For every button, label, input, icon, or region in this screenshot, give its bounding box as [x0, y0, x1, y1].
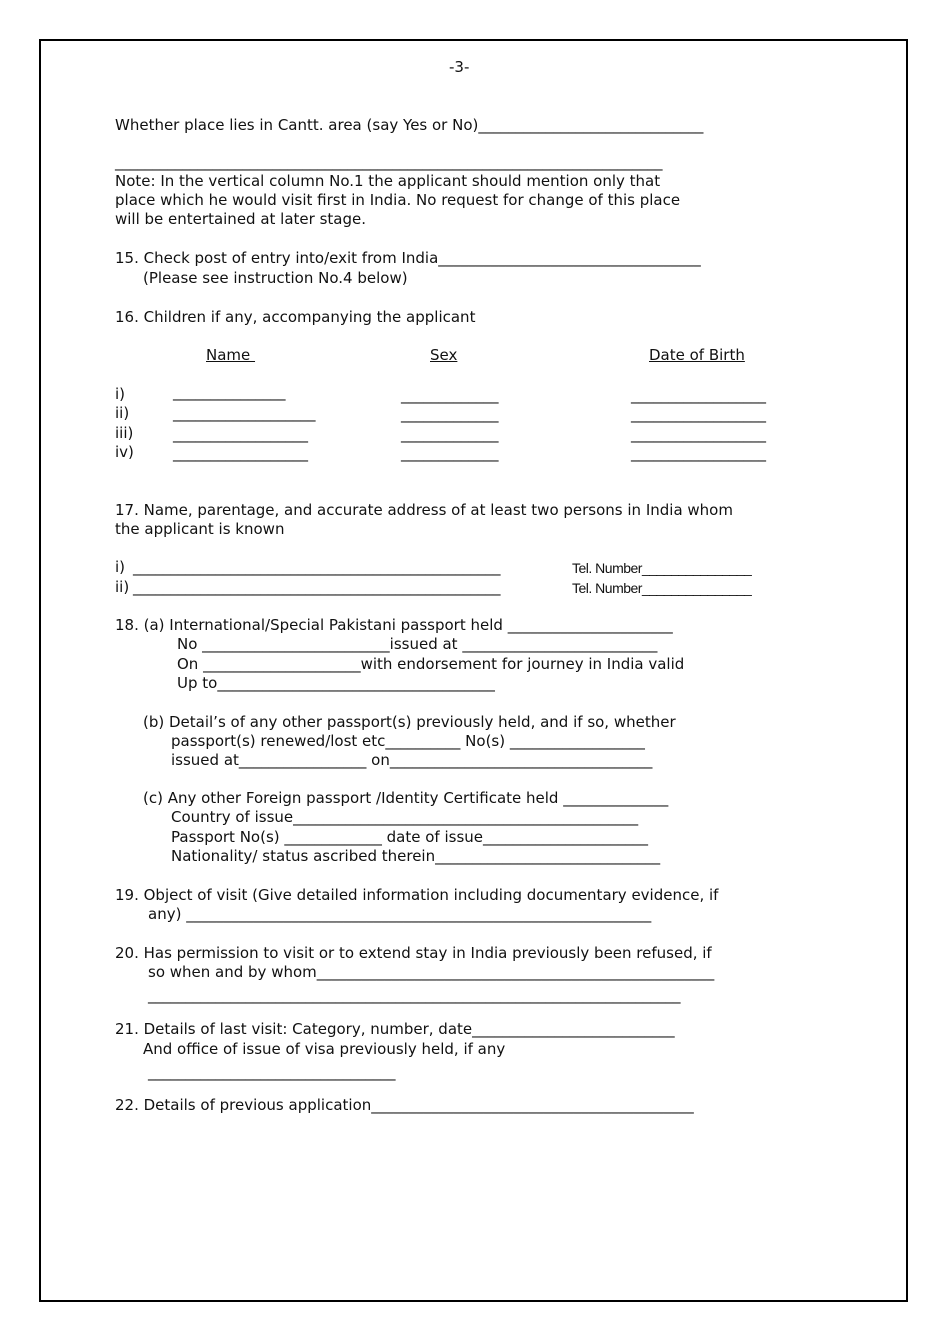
child-name-field[interactable]: __________________: [173, 444, 308, 462]
child-sex-field[interactable]: _____________: [401, 386, 499, 404]
children-header-dob: Date of Birth: [649, 346, 745, 364]
q19-title: 19. Object of visit (Give detailed information including documentary evidence, if: [115, 886, 719, 904]
cantt-question[interactable]: Whether place lies in Cantt. area (say Yes or No)______________________________: [115, 116, 704, 134]
q18a-valid-up-to[interactable]: Up to_____________________________________: [177, 674, 495, 692]
q15-instruction: (Please see instruction No.4 below): [143, 269, 408, 287]
q18b-title: (b) Detail’s of any other passport(s) previously held, and if so, whether: [143, 713, 676, 731]
q21-last-visit[interactable]: 21. Details of last visit: Category, number, date___________________________: [115, 1020, 675, 1038]
note-line: place which he would visit first in India. No request for change of this place: [115, 191, 681, 209]
child-sex-field[interactable]: _____________: [401, 444, 499, 462]
child-name-field[interactable]: ___________________: [173, 404, 316, 422]
reference-tel-field[interactable]: Tel. Number_______________: [572, 580, 752, 596]
child-name-field[interactable]: _______________: [173, 383, 286, 401]
q21-blank-line[interactable]: _________________________________: [148, 1063, 396, 1081]
q20-title: 20. Has permission to visit or to extend stay in India previously been refused, if: [115, 944, 712, 962]
child-row-label: iv): [115, 443, 134, 461]
q18c-foreign-passport[interactable]: (c) Any other Foreign passport /Identity Certificate held ______________: [143, 789, 669, 807]
child-dob-field[interactable]: __________________: [631, 425, 766, 443]
note-line: will be entertained at later stage.: [115, 210, 366, 228]
reference-person-label: i): [115, 558, 126, 576]
children-header-sex: Sex: [430, 346, 458, 364]
child-name-field[interactable]: __________________: [173, 425, 308, 443]
child-dob-field[interactable]: __________________: [631, 386, 766, 404]
note-line: Note: In the vertical column No.1 the applicant should mention only that: [115, 172, 661, 190]
q21-visa-office: And office of issue of visa previously held, if any: [143, 1040, 506, 1058]
child-row-label: iii): [115, 424, 134, 442]
reference-person-field[interactable]: _________________________________________________: [133, 558, 501, 576]
q19-object-field[interactable]: any) ______________________________________________________________: [148, 905, 652, 923]
q18c-nationality[interactable]: Nationality/ status ascribed therein______________________________: [171, 847, 661, 865]
child-row-label: i): [115, 385, 126, 403]
q17-title: the applicant is known: [115, 520, 285, 538]
q15-checkpost[interactable]: 15. Check post of entry into/exit from India___________________________________: [115, 249, 701, 267]
cantt-blank-line[interactable]: _________________________________________________________________________: [115, 153, 663, 171]
child-dob-field[interactable]: __________________: [631, 405, 766, 423]
q20-blank-line[interactable]: _______________________________________________________________________: [148, 986, 681, 1004]
child-dob-field[interactable]: __________________: [631, 444, 766, 462]
q18b-renewed-lost[interactable]: passport(s) renewed/lost etc__________ No(s) __________________: [171, 732, 645, 750]
child-sex-field[interactable]: _____________: [401, 425, 499, 443]
q18c-passport-numbers[interactable]: Passport No(s) _____________ date of issue______________________: [171, 828, 649, 846]
q18b-issued-at[interactable]: issued at_________________ on___________________________________: [171, 751, 653, 769]
q18a-passport-held[interactable]: 18. (a) International/Special Pakistani passport held ______________________: [115, 616, 673, 634]
q16-title: 16. Children if any, accompanying the applicant: [115, 308, 476, 326]
q17-title: 17. Name, parentage, and accurate address of at least two persons in India whom: [115, 501, 733, 519]
child-sex-field[interactable]: _____________: [401, 405, 499, 423]
q18a-passport-number[interactable]: No _________________________issued at __________________________: [177, 635, 658, 653]
page-number: -3-: [449, 58, 470, 76]
reference-person-field[interactable]: _________________________________________________: [133, 578, 501, 596]
q18c-country-of-issue[interactable]: Country of issue______________________________________________: [171, 808, 639, 826]
reference-person-label: ii): [115, 578, 130, 596]
q20-refusal-field[interactable]: so when and by whom_____________________________________________________: [148, 963, 715, 981]
children-header-name: Name: [206, 346, 256, 364]
reference-tel-field[interactable]: Tel. Number_______________: [572, 560, 752, 576]
child-row-label: ii): [115, 404, 130, 422]
q22-previous-application[interactable]: 22. Details of previous application___________________________________________: [115, 1096, 694, 1114]
q18a-passport-issue-date[interactable]: On _____________________with endorsement for journey in India valid: [177, 655, 685, 673]
